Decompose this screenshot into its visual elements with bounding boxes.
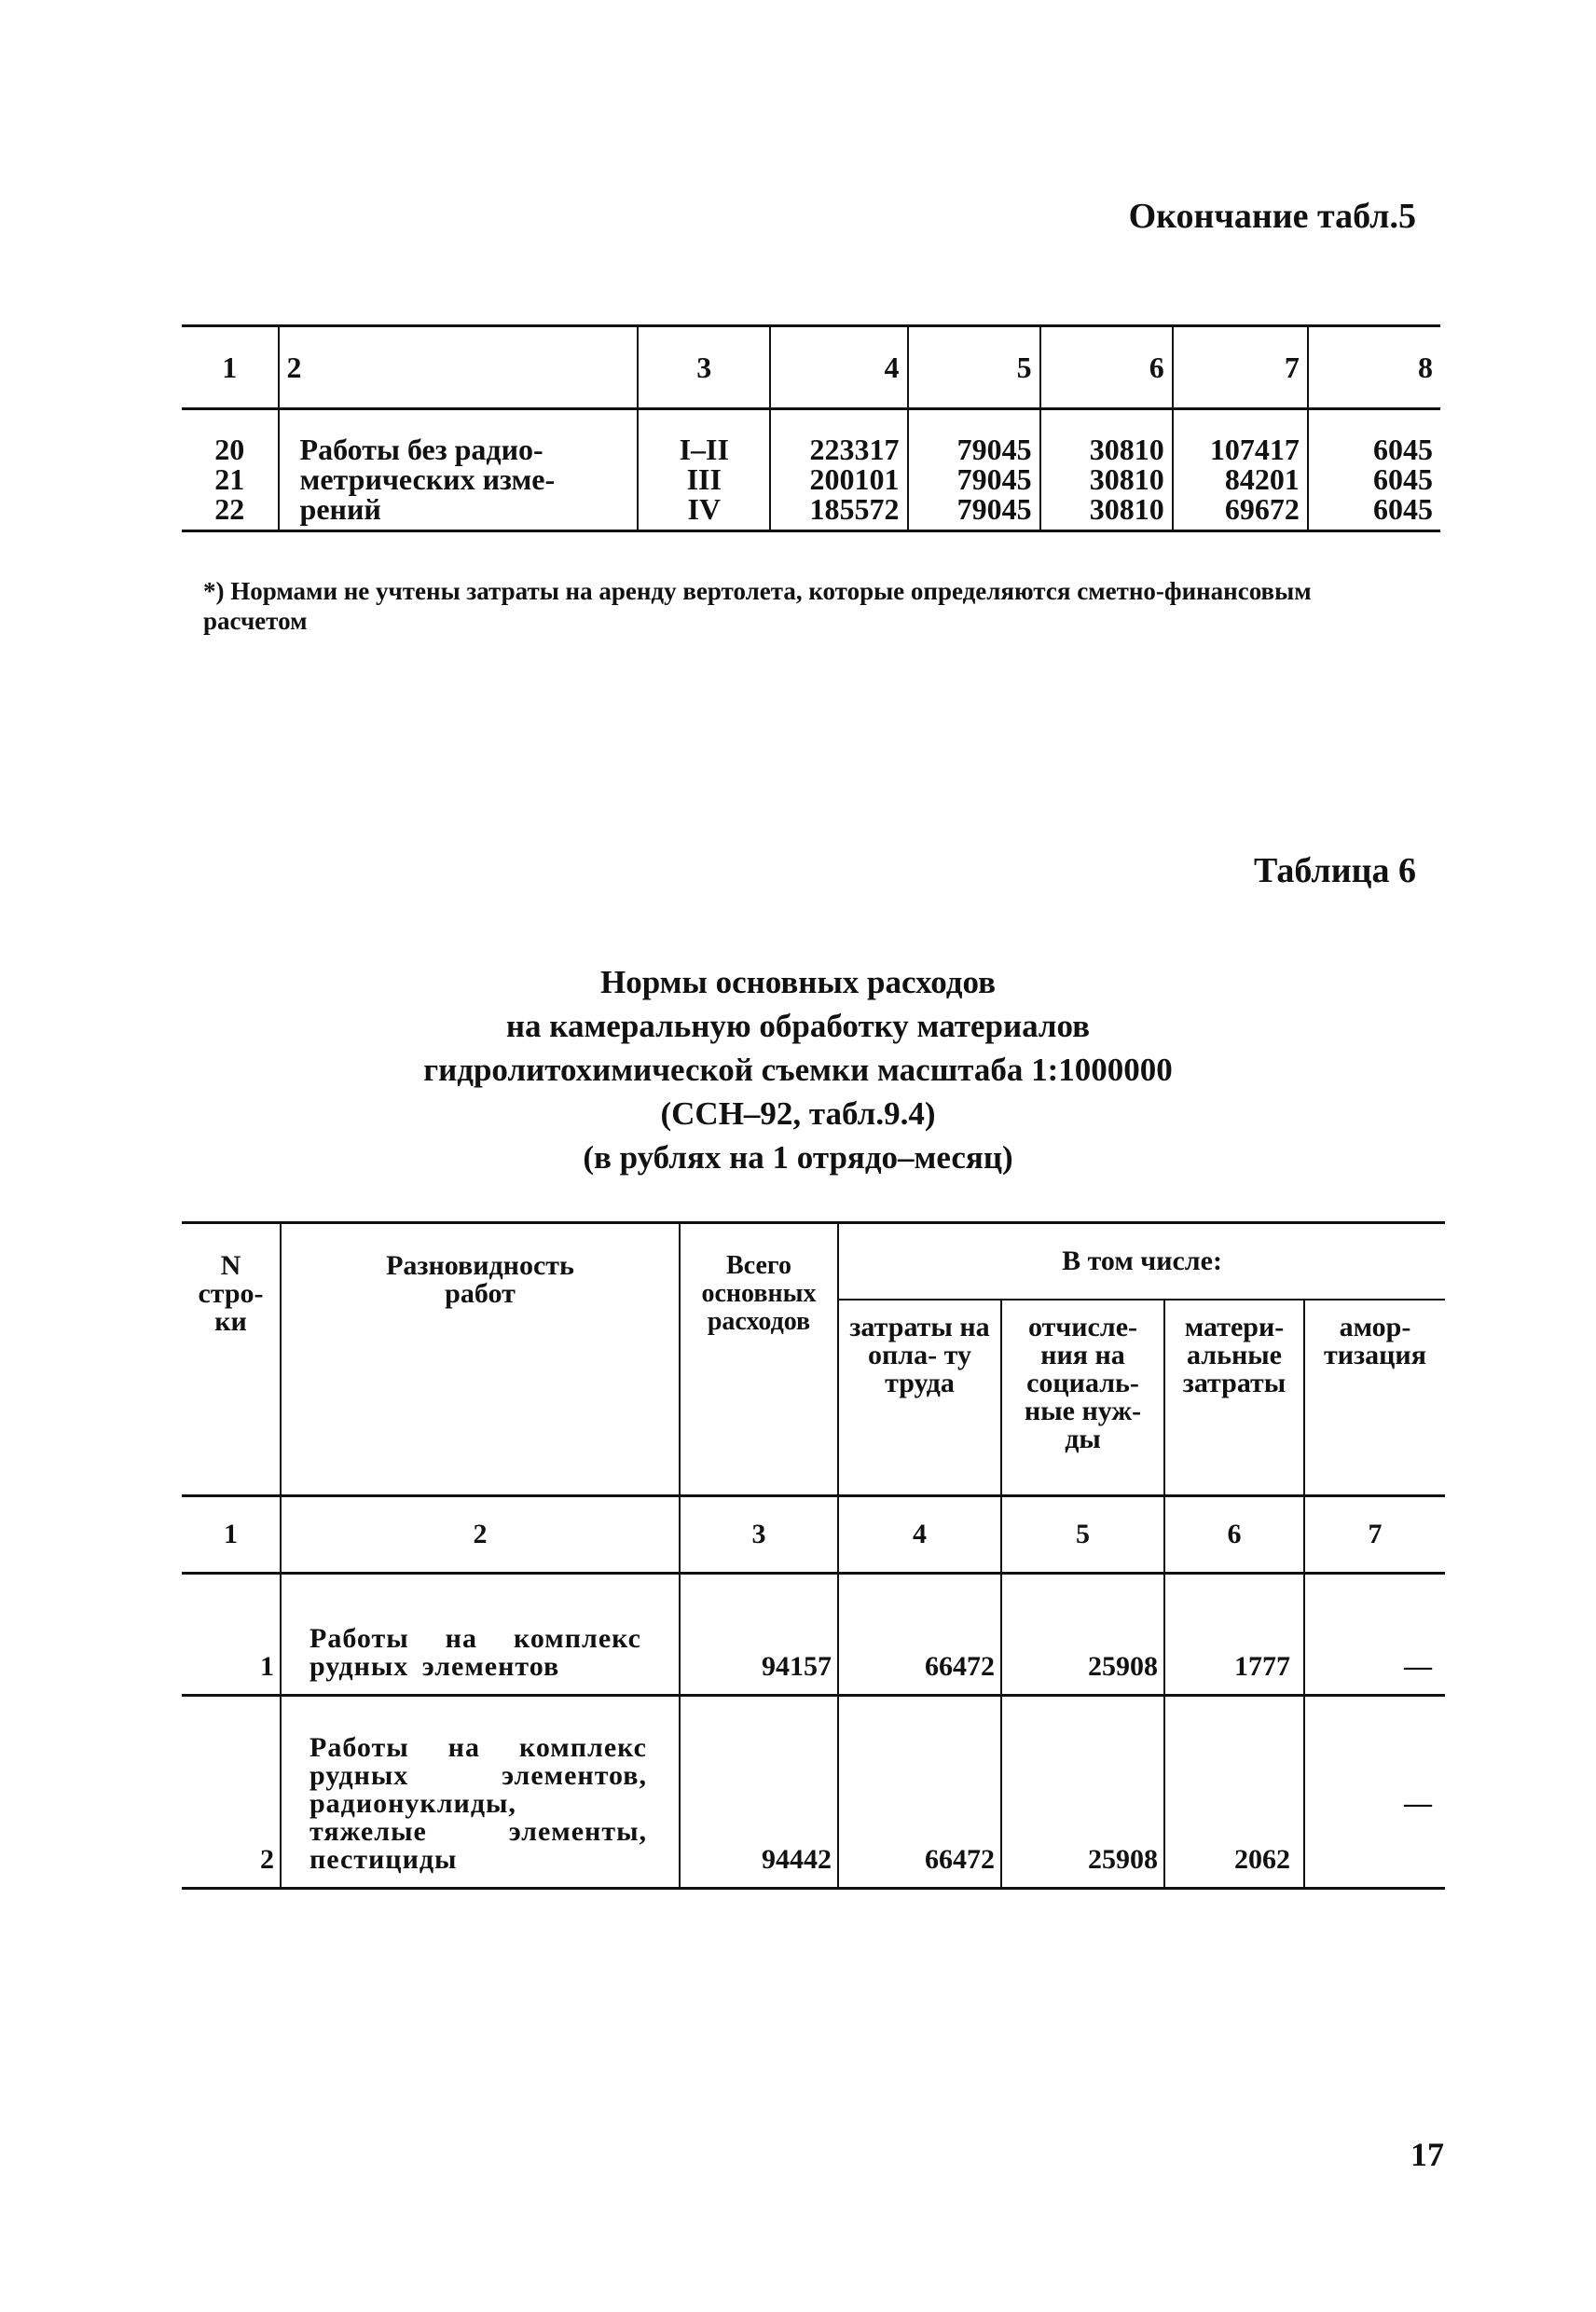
- table5-header-cell: 4: [770, 326, 907, 409]
- table6-total: 94157: [680, 1574, 838, 1696]
- table5-col7: 107417 84201 69672: [1173, 409, 1308, 531]
- table5-header-cell: 7: [1173, 326, 1308, 409]
- table6-header-amortization: амор- тизация: [1304, 1300, 1445, 1496]
- table6-title-line: (ССН–92, табл.9.4): [660, 1095, 936, 1132]
- table5-continuation: [182, 324, 1440, 532]
- table6-colnum: 4: [838, 1496, 1001, 1574]
- table5-work-type: Работы без радио- метрических изме- рений: [279, 409, 639, 531]
- table6-colnum: 5: [1001, 1496, 1164, 1574]
- table6-colnum: 2: [281, 1496, 680, 1574]
- table6-materials: 1777: [1164, 1574, 1304, 1696]
- table6-labor: 66472: [838, 1574, 1001, 1696]
- table6-row-no: 2: [182, 1696, 281, 1889]
- table6-work: Работы на комплекс рудных элементов: [281, 1574, 680, 1696]
- table6-label: Таблица 6: [1253, 851, 1416, 890]
- table5-header-cell: 2: [279, 326, 639, 409]
- table6-header-work-kind: Разновидность работ: [281, 1223, 680, 1496]
- table5-header-cell: 6: [1040, 326, 1173, 409]
- table6-title-line: на камеральную обработку материалов: [505, 1008, 1091, 1044]
- table6-amortization: —: [1304, 1574, 1445, 1696]
- table5-col6: 30810 30810 30810: [1040, 409, 1173, 531]
- table6-social: 25908: [1001, 1574, 1164, 1696]
- table6-work: Работы на комплекс рудных элементов, радионуклиды, тяжелые элементы, пестициды: [281, 1696, 680, 1889]
- table6-header-social: отчисле- ния на социаль- ные нуж- ды: [1001, 1300, 1164, 1496]
- table5-body-row: [182, 409, 1440, 531]
- table6-title-line: гидролитохимической съемки масштаба 1:1000000: [423, 1052, 1173, 1088]
- table5-col5: 79045 79045 79045: [908, 409, 1040, 531]
- table6-social: 25908: [1001, 1696, 1164, 1889]
- table6-header-total: Всего основных расходов: [680, 1223, 838, 1496]
- table6-column-numbers: [182, 1496, 1445, 1574]
- table6-total: 94442: [680, 1696, 838, 1889]
- table5-col8: 6045 6045 6045: [1308, 409, 1440, 531]
- page-number: 17: [1410, 2136, 1444, 2173]
- table6-header-including: В том числе:: [838, 1223, 1445, 1300]
- table6-colnum: 7: [1304, 1496, 1445, 1574]
- table6-header-row-no: N стро- ки: [198, 1250, 264, 1337]
- table5-line-numbers: 20 21 22: [182, 409, 279, 531]
- table6-colnum: 1: [182, 1496, 281, 1574]
- table6-title: [280, 960, 1316, 1179]
- table5-header-row: [182, 326, 1440, 409]
- table-row: [182, 1574, 1445, 1696]
- footnote: *) Нормами не учтены затраты на аренду вертолета, которые определяются сметно-финансовым расчетом: [203, 577, 1312, 635]
- table6-colnum: 6: [1164, 1496, 1304, 1574]
- table6-header-row: [182, 1223, 1445, 1300]
- table5-header-cell: 1: [182, 326, 279, 409]
- table5-header-cell: 8: [1308, 326, 1440, 409]
- table6-header-labor: затраты на опла- ту труда: [838, 1300, 1001, 1496]
- continuation-title: Окончание табл.5: [1128, 197, 1416, 236]
- table-row: [182, 1696, 1445, 1889]
- table6-materials: 2062: [1164, 1696, 1304, 1889]
- table6-colnum: 3: [680, 1496, 838, 1574]
- table6: [182, 1221, 1445, 1890]
- table6-amortization: —: [1304, 1696, 1445, 1889]
- table5-category: I–II III IV: [638, 409, 770, 531]
- table5-header-cell: 5: [908, 326, 1040, 409]
- table6-row-no: 1: [182, 1574, 281, 1696]
- table6-title-line: (в рублях на 1 отрядо–месяц): [583, 1139, 1013, 1176]
- table5-col4: 223317 200101 185572: [770, 409, 907, 531]
- table6-header-materials: матери- альные затраты: [1164, 1300, 1304, 1496]
- table5-header-cell: 3: [638, 326, 770, 409]
- table6-labor: 66472: [838, 1696, 1001, 1889]
- table6-title-line: Нормы основных расходов: [600, 964, 996, 1000]
